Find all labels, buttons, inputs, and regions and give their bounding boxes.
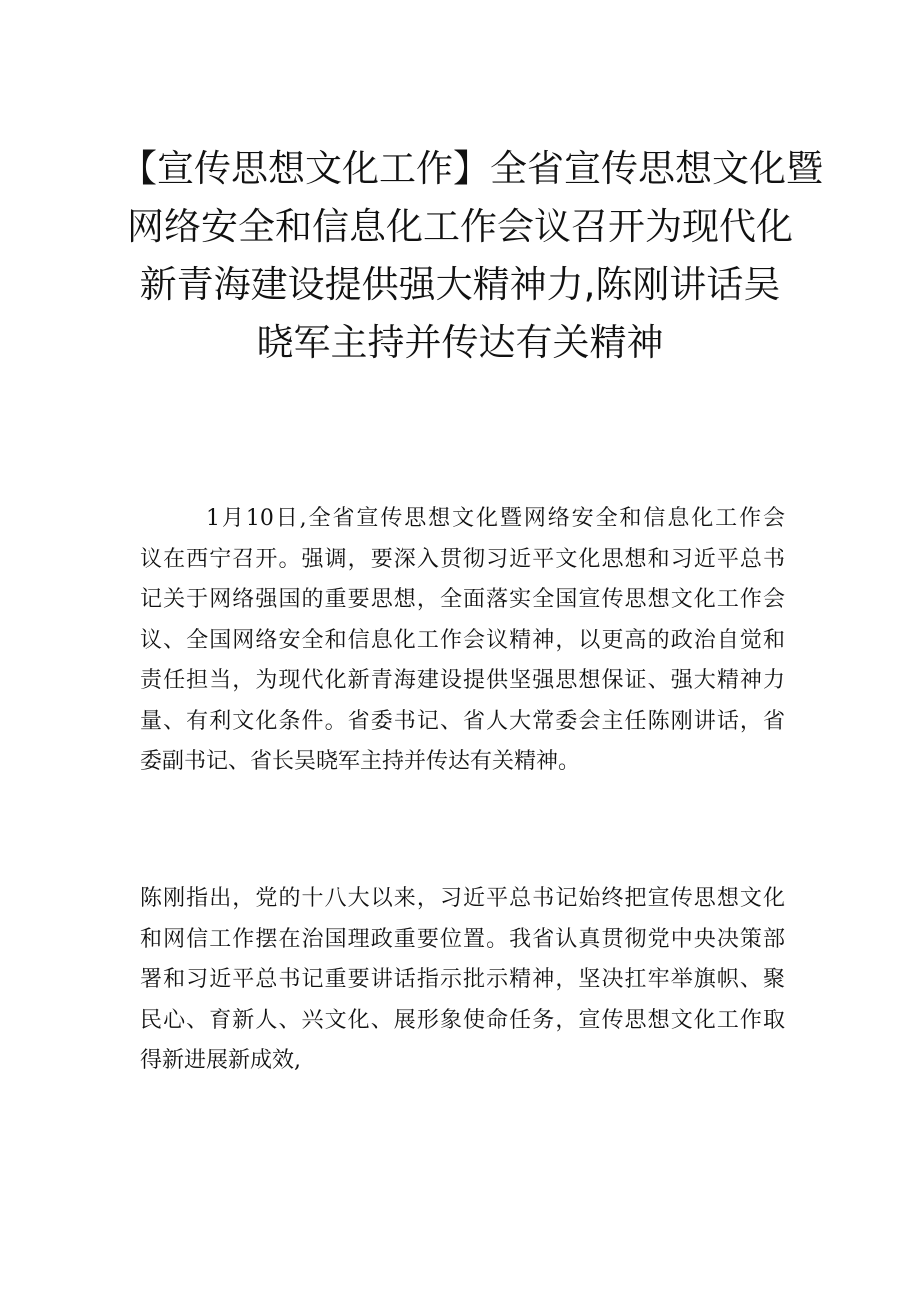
paragraph-2-line-5: 得新进展新成效,: [140, 1048, 301, 1073]
paragraph-2-line-1: 陈刚指出，党的十八大以来，习近平总书记始终把宣传思想文化: [140, 886, 785, 911]
paragraph-2-line-2: 和网信工作摆在治国理政重要位置。我省认真贯彻党中央决策部: [140, 926, 785, 952]
paragraph-1-line-4: 议、全国网络安全和信息化工作会议精神，以更高的政治自觉和: [140, 627, 785, 653]
paragraph-2-line-4: 民心、育新人、兴文化、展形象使命任务，宣传思想文化工作取: [140, 1007, 785, 1033]
paragraph-1-line-7: 委副书记、省长吴晓军主持并传达有关精神。: [140, 749, 581, 774]
body-paragraph-1: [140, 499, 785, 783]
title-line-1: 【宣传思想文化工作】全省宣传思想文化暨: [120, 147, 823, 190]
paragraph-2-line-3: 署和习近平总书记重要讲话指示批示精神，坚决扛牢举旗帜、聚: [140, 967, 785, 992]
paragraph-1-line-6: 量、有利文化条件。省委书记、省人大常委会主任陈刚讲话，省: [140, 708, 785, 734]
title-line-2: 网络安全和信息化工作会议召开为现代化: [127, 205, 793, 248]
paragraph-1-line-3: 记关于网络强国的重要思想，全面落实全国宣传思想文化工作会: [140, 587, 785, 612]
paragraph-1-line-2: 议在西宁召开。强调，要深入贯彻习近平文化思想和习近平总书: [140, 546, 785, 572]
paragraph-1-line-5: 责任担当，为现代化新青海建设提供坚强思想保证、强大精神力: [140, 668, 785, 693]
title-line-3: 新青海建设提供强大精神力,陈刚讲话吴: [139, 263, 781, 306]
document-title: [120, 140, 823, 372]
paragraph-1-line-1: 1月10日,全省宣传思想文化暨网络安全和信息化工作会: [206, 506, 785, 531]
body-paragraph-2: [140, 879, 785, 1082]
title-line-4: 晓军主持并传达有关精神: [256, 321, 664, 364]
